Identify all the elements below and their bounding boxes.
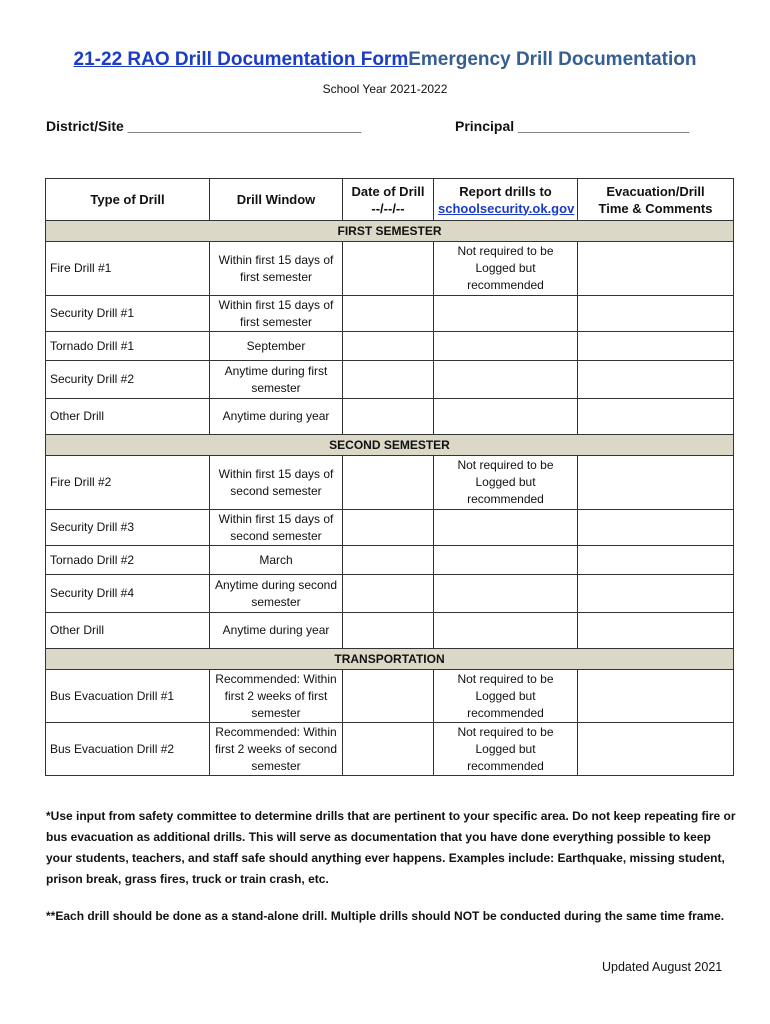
drill-window: Anytime during first semester <box>210 361 343 399</box>
report-note: Not required to be Logged but recommended <box>434 456 578 510</box>
header-window: Drill Window <box>210 179 343 221</box>
section-second-semester <box>46 435 734 456</box>
report-note <box>434 296 578 332</box>
drill-type: Security Drill #3 <box>46 510 210 546</box>
title-link[interactable]: 21-22 RAO Drill Documentation Form <box>73 49 409 70</box>
report-link[interactable]: schoolsecurity.ok.gov <box>438 200 575 216</box>
report-note <box>434 575 578 613</box>
drill-window: Anytime during second semester <box>210 575 343 613</box>
drill-type: Tornado Drill #1 <box>46 332 210 361</box>
drill-type: Bus Evacuation Drill #1 <box>46 670 210 723</box>
drill-type: Bus Evacuation Drill #2 <box>46 723 210 776</box>
section-transportation <box>46 649 734 670</box>
date-cell[interactable] <box>343 296 434 332</box>
header-evac <box>578 179 734 221</box>
header-report <box>434 179 578 221</box>
drill-type: Security Drill #2 <box>46 361 210 399</box>
report-note <box>434 399 578 435</box>
drill-type: Fire Drill #2 <box>46 456 210 510</box>
section-label: SECOND SEMESTER <box>46 435 734 456</box>
comments-cell[interactable] <box>578 613 734 649</box>
comments-cell[interactable] <box>578 361 734 399</box>
report-note: Not required to be Logged but recommended <box>434 242 578 296</box>
drill-window: Within first 15 days of first semester <box>210 242 343 296</box>
table-row <box>46 613 734 649</box>
table-row <box>46 399 734 435</box>
drill-type: Security Drill #4 <box>46 575 210 613</box>
table-row <box>46 510 734 546</box>
comments-cell[interactable] <box>578 510 734 546</box>
drill-type: Tornado Drill #2 <box>46 546 210 575</box>
date-cell[interactable] <box>343 613 434 649</box>
comments-cell[interactable] <box>578 670 734 723</box>
date-cell[interactable] <box>343 332 434 361</box>
comments-cell[interactable] <box>578 456 734 510</box>
header-date <box>343 179 434 221</box>
table-row <box>46 670 734 723</box>
header-type: Type of Drill <box>46 179 210 221</box>
table-row <box>46 546 734 575</box>
table-header-row <box>46 179 734 221</box>
date-cell[interactable] <box>343 242 434 296</box>
date-cell[interactable] <box>343 670 434 723</box>
report-note <box>434 510 578 546</box>
table-row <box>46 575 734 613</box>
report-note: Not required to be Logged but recommended <box>434 670 578 723</box>
report-note <box>434 361 578 399</box>
drill-window: Within first 15 days of second semester <box>210 456 343 510</box>
section-label: TRANSPORTATION <box>46 649 734 670</box>
updated-date: Updated August 2021 <box>602 960 723 974</box>
table-row <box>46 332 734 361</box>
date-cell[interactable] <box>343 361 434 399</box>
header-evac-line1: Evacuation/Drill <box>606 183 705 199</box>
drill-table <box>45 178 734 776</box>
section-first-semester <box>46 221 734 242</box>
comments-cell[interactable] <box>578 723 734 776</box>
comments-cell[interactable] <box>578 296 734 332</box>
title-text: Emergency Drill Documentation <box>408 49 697 70</box>
drill-window: Anytime during year <box>210 399 343 435</box>
date-cell[interactable] <box>343 399 434 435</box>
header-date-line2: --/--/-- <box>371 200 405 216</box>
drill-type: Fire Drill #1 <box>46 242 210 296</box>
table-row <box>46 242 734 296</box>
header-report-line1: Report drills to <box>459 183 552 199</box>
date-cell[interactable] <box>343 456 434 510</box>
report-note <box>434 613 578 649</box>
report-note <box>434 332 578 361</box>
table-row <box>46 456 734 510</box>
drill-type: Security Drill #1 <box>46 296 210 332</box>
date-cell[interactable] <box>343 510 434 546</box>
header-date-line1: Date of Drill <box>351 183 425 199</box>
comments-cell[interactable] <box>578 332 734 361</box>
principal-field[interactable]: Principal ______________________ <box>455 118 690 134</box>
drill-window: Anytime during year <box>210 613 343 649</box>
header-evac-line2: Time & Comments <box>598 200 713 216</box>
drill-window: Within first 15 days of first semester <box>210 296 343 332</box>
report-note: Not required to be Logged but recommended <box>434 723 578 776</box>
comments-cell[interactable] <box>578 546 734 575</box>
comments-cell[interactable] <box>578 575 734 613</box>
district-site-field[interactable]: District/Site ______________________________ <box>46 118 362 134</box>
table-row <box>46 296 734 332</box>
drill-window: March <box>210 546 343 575</box>
footnote-second: **Each drill should be done as a stand-alone drill. Multiple drills should NOT be conducted during the same time frame. <box>46 909 725 923</box>
drill-type: Other Drill <box>46 399 210 435</box>
comments-cell[interactable] <box>578 399 734 435</box>
table-row <box>46 361 734 399</box>
report-note <box>434 546 578 575</box>
comments-cell[interactable] <box>578 242 734 296</box>
drill-window: Recommended: Within first 2 weeks of second semester <box>210 723 343 776</box>
date-cell[interactable] <box>343 575 434 613</box>
date-cell[interactable] <box>343 723 434 776</box>
section-label: FIRST SEMESTER <box>46 221 734 242</box>
date-cell[interactable] <box>343 546 434 575</box>
footnote-first: *Use input from safety committee to determine drills that are pertinent to your specific area. Do not keep repeating fire or bus evacuation as additional drills. This will serve as documentation that you have done everything possible to keep your students, teachers, and staff safe should anything ever happens. Examples include: Earthquake, missing student, prison break, grass fires, truck or train crash, etc. <box>46 809 736 886</box>
drill-window: Recommended: Within first 2 weeks of first semester <box>210 670 343 723</box>
table-row <box>46 723 734 776</box>
school-year: School Year 2021-2022 <box>322 82 448 96</box>
drill-window: Within first 15 days of second semester <box>210 510 343 546</box>
page-title <box>0 49 770 71</box>
drill-window: September <box>210 332 343 361</box>
drill-type: Other Drill <box>46 613 210 649</box>
